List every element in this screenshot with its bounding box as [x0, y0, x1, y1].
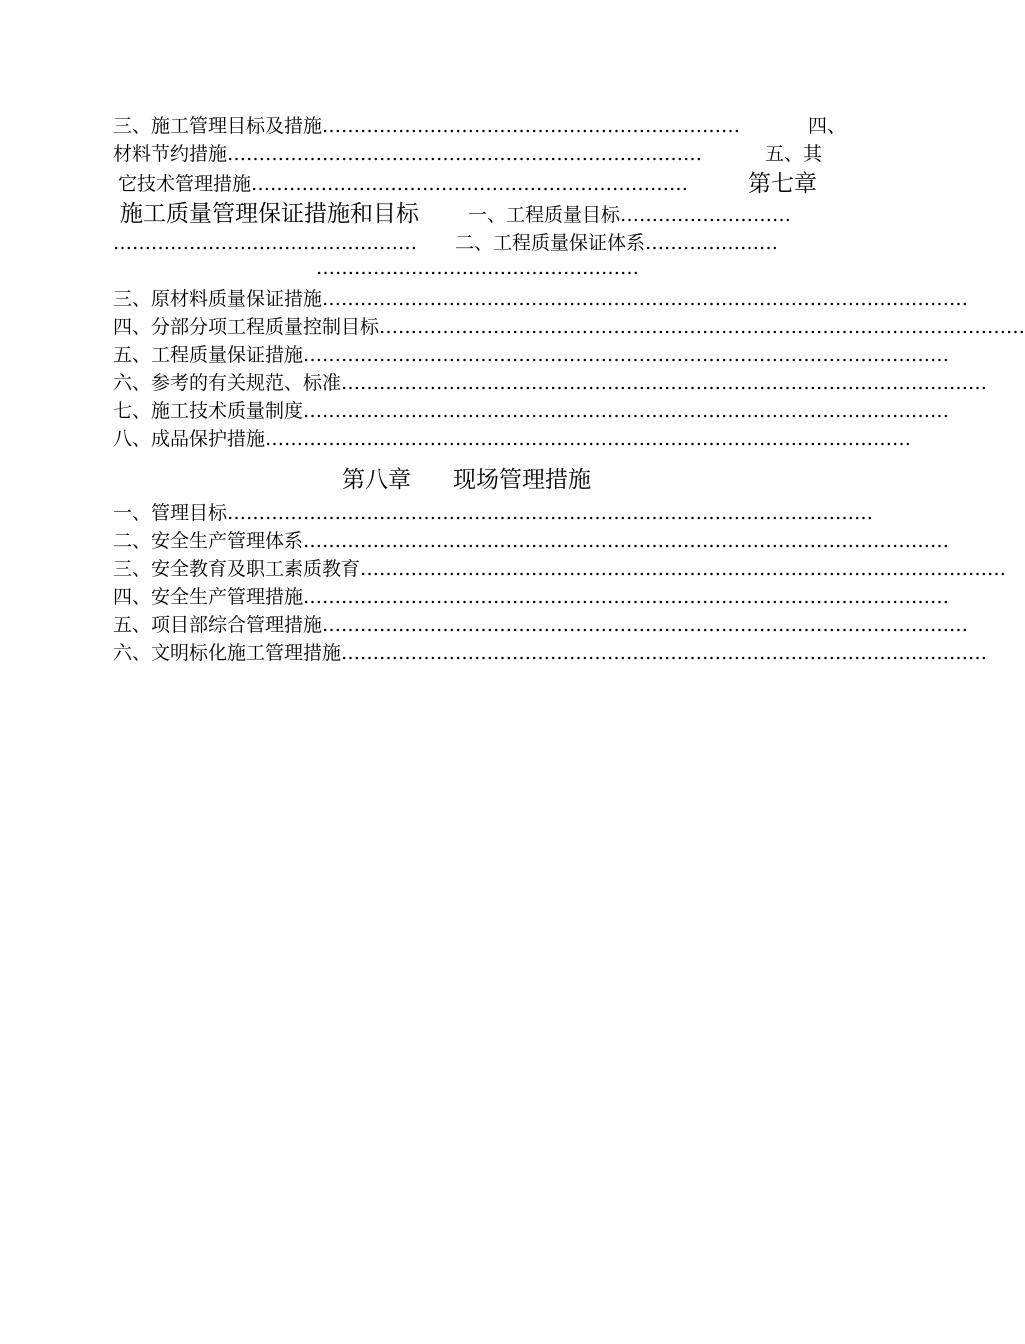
chapter7-number — [748, 173, 817, 196]
toc-label: 四、 — [808, 115, 847, 137]
toc-label: 二、安全生产管理体系 — [113, 530, 304, 552]
toc-item-civilized-construction — [113, 642, 988, 668]
toc-dots-continuation-2 — [316, 259, 639, 278]
toc-line-4-fragment — [808, 117, 846, 136]
toc-dots: ………………………………………………………………………………………… — [322, 288, 969, 310]
toc-item-tech-quality — [113, 400, 950, 426]
toc-item-standards — [113, 372, 988, 398]
toc-item-project-management — [113, 614, 969, 640]
toc-item-safety-system — [113, 530, 950, 556]
toc-dots-continuation — [113, 234, 417, 253]
toc-item-safety-measures — [113, 586, 950, 612]
toc-item-subitem-control — [113, 316, 1025, 342]
toc-label: 六、文明标化施工管理措施 — [113, 642, 342, 664]
toc-label: 材料节约措施 — [113, 143, 228, 165]
toc-dots: ………………………………………………………………………………………… — [322, 614, 969, 636]
toc-label: 四、分部分项工程质量控制目标 — [113, 316, 380, 338]
toc-dots: ………………………………………………………………………………………… — [341, 642, 988, 664]
toc-line-3-construction-management — [113, 117, 740, 136]
chapter-title: 现场管理措施 — [453, 467, 591, 493]
toc-dots: ………………………………………………………………………………………… — [379, 316, 1025, 338]
toc-dots: ………………………………………… — [113, 232, 417, 254]
toc-dots: ………………………………………………………… — [322, 115, 741, 137]
toc-label: 六、参考的有关规范、标准 — [113, 372, 342, 394]
toc-label: 七、施工技术质量制度 — [113, 400, 304, 422]
toc-line-quality-system — [455, 234, 778, 253]
toc-item-product-protection — [113, 428, 912, 454]
toc-dots: ………………………………………………………………………………………… — [360, 558, 1007, 580]
toc-dots: ………………………………………………………………………………………… — [265, 428, 912, 450]
chapter8-heading — [342, 469, 591, 492]
toc-dots: ………………………………………………………………………………………… — [303, 586, 950, 608]
toc-label: 五、工程质量保证措施 — [113, 344, 304, 366]
toc-label: 它技术管理措施 — [118, 173, 252, 195]
toc-label: 五、其 — [765, 143, 823, 165]
toc-dots: …………………………………………………………… — [251, 173, 689, 195]
toc-label: 二、工程质量保证体系 — [455, 232, 646, 254]
toc-label: 一、工程质量目标 — [468, 204, 621, 226]
toc-label: 三、原材料质量保证措施 — [113, 288, 323, 310]
toc-dots: ………………………………………………………………………………………… — [303, 530, 950, 552]
toc-dots: ………………………………………………………………………………………… — [341, 372, 988, 394]
toc-dots: ………………… — [645, 232, 779, 254]
toc-dots: ………………………………………………………………………………………… — [227, 502, 874, 524]
toc-item-management-target — [113, 502, 874, 528]
toc-line-other-tech — [118, 175, 688, 194]
toc-item-quality-measures — [113, 344, 950, 370]
toc-label: 三、施工管理目标及措施 — [113, 115, 323, 137]
toc-dots: ……………………… — [620, 204, 792, 226]
chapter7-title — [120, 203, 419, 226]
toc-label: 八、成品保护措施 — [113, 428, 266, 450]
chapter-number: 第八章 — [342, 467, 411, 493]
toc-line-5-fragment — [765, 145, 822, 164]
toc-dots: ………………………………………………………………… — [227, 143, 703, 165]
toc-dots: ………………………………………………………………………………………… — [303, 344, 950, 366]
toc-dots: …………………………………………… — [316, 257, 639, 279]
toc-label: 三、安全教育及职工素质教育 — [113, 558, 361, 580]
chapter-title: 第七章 — [748, 171, 817, 197]
toc-label: 五、项目部综合管理措施 — [113, 614, 323, 636]
chapter-title: 施工质量管理保证措施和目标 — [120, 201, 419, 227]
toc-label: 四、安全生产管理措施 — [113, 586, 304, 608]
toc-item-safety-education — [113, 558, 1007, 584]
toc-label: 一、管理目标 — [113, 502, 228, 524]
toc-line-quality-target — [468, 206, 791, 225]
toc-dots: ………………………………………………………………………………………… — [303, 400, 950, 422]
toc-item-raw-material — [113, 288, 969, 314]
toc-line-material-saving — [113, 145, 702, 164]
